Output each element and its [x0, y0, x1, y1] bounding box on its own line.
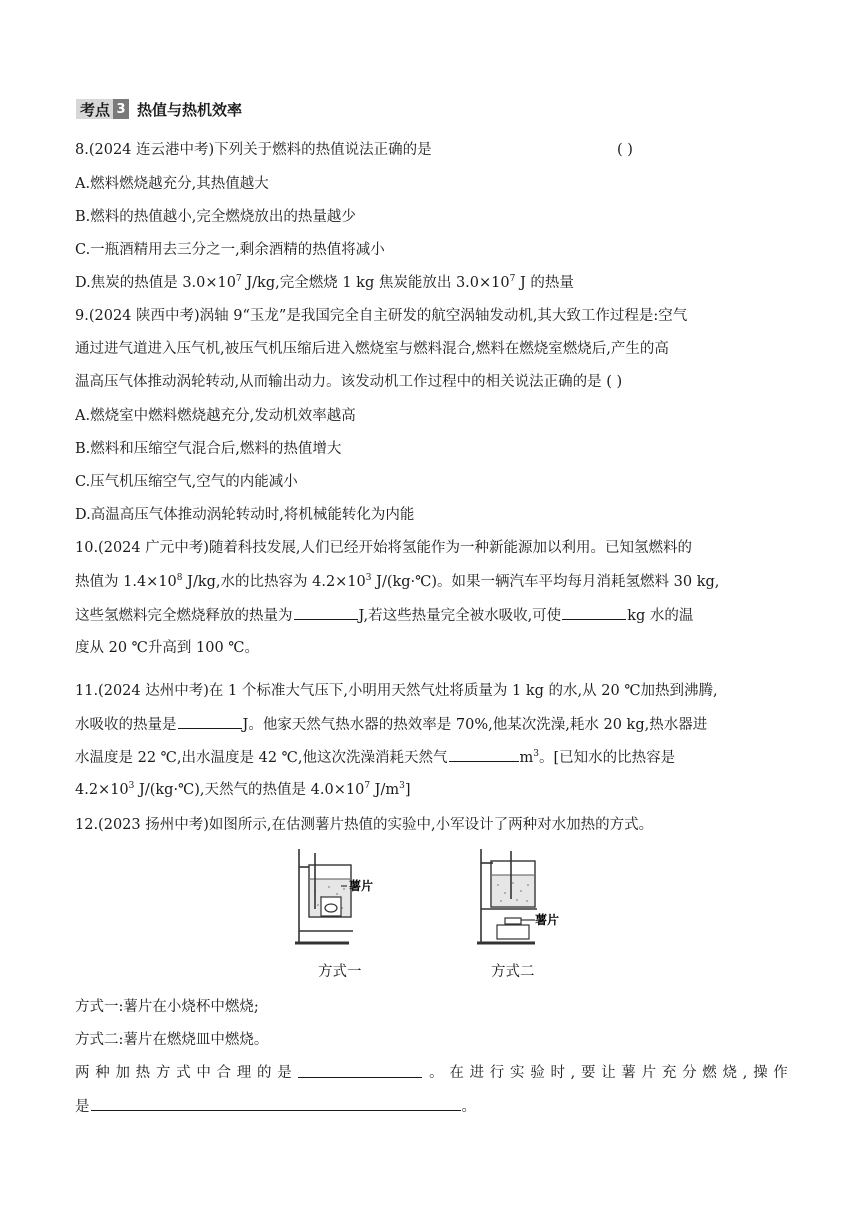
q9-line-1: 9.(2024 陕西中考)涡轴 9“玉龙”是我国完全自主研发的航空涡轴发动机,其大致工作过程是:空气 [75, 308, 688, 324]
figure2-chip-label: 薯片 [535, 913, 560, 927]
badge-label: 考点 [80, 100, 111, 119]
q11-line-3: 水温度是 22 ℃,出水温度是 42 ℃,他这次洗澡消耗天然气 $m^3$。[已知水的比热容是 [75, 749, 676, 766]
caption-method-1: 方式一 [318, 964, 362, 980]
q8-option-d: D.焦炭的热值是 $3.0\times 10^7$ J/kg,完全燃烧 1 kg 焦炭能放出 $3.0\times 10^7$ J 的热量 [75, 274, 574, 291]
q8-stem: 8.(2024 连云港中考)下列关于燃料的热值说法正确的是 [75, 142, 432, 158]
beaker-2 [491, 861, 535, 907]
q8-option-c: C.一瓶酒精用去三分之一,剩余酒精的热值将减小 [75, 242, 385, 258]
q8-option-a: A.燃料燃烧越充分,其热值越大 [75, 176, 269, 192]
q12-question-line: 两 种 加 热 方 式 中 合 理 的 是 。 在 进 行 实 验 时 , 要 让 薯 片 充 分 燃 烧 , 操 作 [75, 1065, 788, 1081]
q10-answer-blank-2[interactable] [562, 605, 626, 620]
q9-option-d: D.高温高压气体推动涡轮转动时,将机械能转化为内能 [75, 507, 415, 523]
q10-answer-blank-1[interactable] [294, 605, 358, 620]
q11-line-1: 11.(2024 达州中考)在 1 个标准大气压下,小明用天然气灶将质量为 1 kg 的水,从 20 ℃加热到沸腾, [75, 683, 718, 699]
q9-option-a: A.燃烧室中燃料燃烧越充分,发动机效率越高 [75, 408, 356, 424]
caption-method-2: 方式二 [491, 964, 535, 980]
figure1-chip-label: 薯片 [349, 879, 374, 893]
q10-line-4: 度从 20 ℃升高到 100 ℃。 [75, 640, 260, 656]
q11-answer-blank-1[interactable] [178, 714, 242, 729]
q12-last-line: 是 。 [75, 1096, 476, 1117]
q9-line-2: 通过进气道进入压气机,被压气机压缩后进入燃烧室与燃料混合,燃料在燃烧室燃烧后,产生的高 [75, 341, 669, 357]
q12-answer-blank-1[interactable] [298, 1063, 422, 1078]
badge-number: 3 [113, 99, 129, 119]
q12-desc-1: 方式一:薯片在小烧杯中燃烧; [75, 999, 259, 1015]
q12-desc-2: 方式二:薯片在燃烧皿中燃烧。 [75, 1032, 269, 1048]
q9-line-3: 温高压气体推动涡轮转动,从而输出动力。该发动机工作过程中的相关说法正确的是 ( ) [75, 374, 623, 390]
q11-line-2: 水吸收的热量是 J。他家天然气热水器的热效率是 70%,他某次洗澡,耗水 20 kg,热水器进 [75, 714, 707, 735]
q11-answer-blank-2[interactable] [449, 747, 519, 762]
q10-line-3: 这些氢燃料完全燃烧释放的热量为 J,若这些热量完全被水吸收,可使 kg 水的温 [75, 605, 693, 626]
q9-option-b: B.燃料和压缩空气混合后,燃料的热值增大 [75, 441, 342, 457]
section-header [76, 98, 242, 120]
q12-stem: 12.(2023 扬州中考)如图所示,在估测薯片热值的实验中,小军设计了两种对水加热的方式。 [75, 817, 654, 833]
q11-line-4: $4.2\times 10^3$ J/(kg·℃),天然气的热值是 $4.0\times 10^7$ $J/m^3$] [75, 781, 411, 798]
q12-answer-blank-2[interactable] [91, 1096, 461, 1111]
figure-method-2 [467, 845, 577, 950]
section-title: 热值与热机效率 [137, 100, 243, 119]
q8-option-b: B.燃料的热值越小,完全燃烧放出的热量越少 [75, 209, 356, 225]
q9-option-c: C.压气机压缩空气,空气的内能减小 [75, 474, 298, 490]
q10-line-2: 热值为 $1.4\times 10^8$ J/kg,水的比热容为 $4.2\times 10^3$ J/(kg·℃)。如果一辆汽车平均每月消耗氢燃料 30 kg, [75, 573, 720, 590]
small-beaker-1 [321, 897, 341, 916]
burning-dish-2 [497, 918, 529, 939]
q10-line-1: 10.(2024 广元中考)随着科技发展,人们已经开始将氢能作为一种新能源加以利用。已知氢燃料的 [75, 540, 692, 556]
q8-answer-paren: ( ) [617, 142, 633, 158]
section-badge [76, 99, 129, 119]
figure-method-1 [285, 845, 395, 950]
